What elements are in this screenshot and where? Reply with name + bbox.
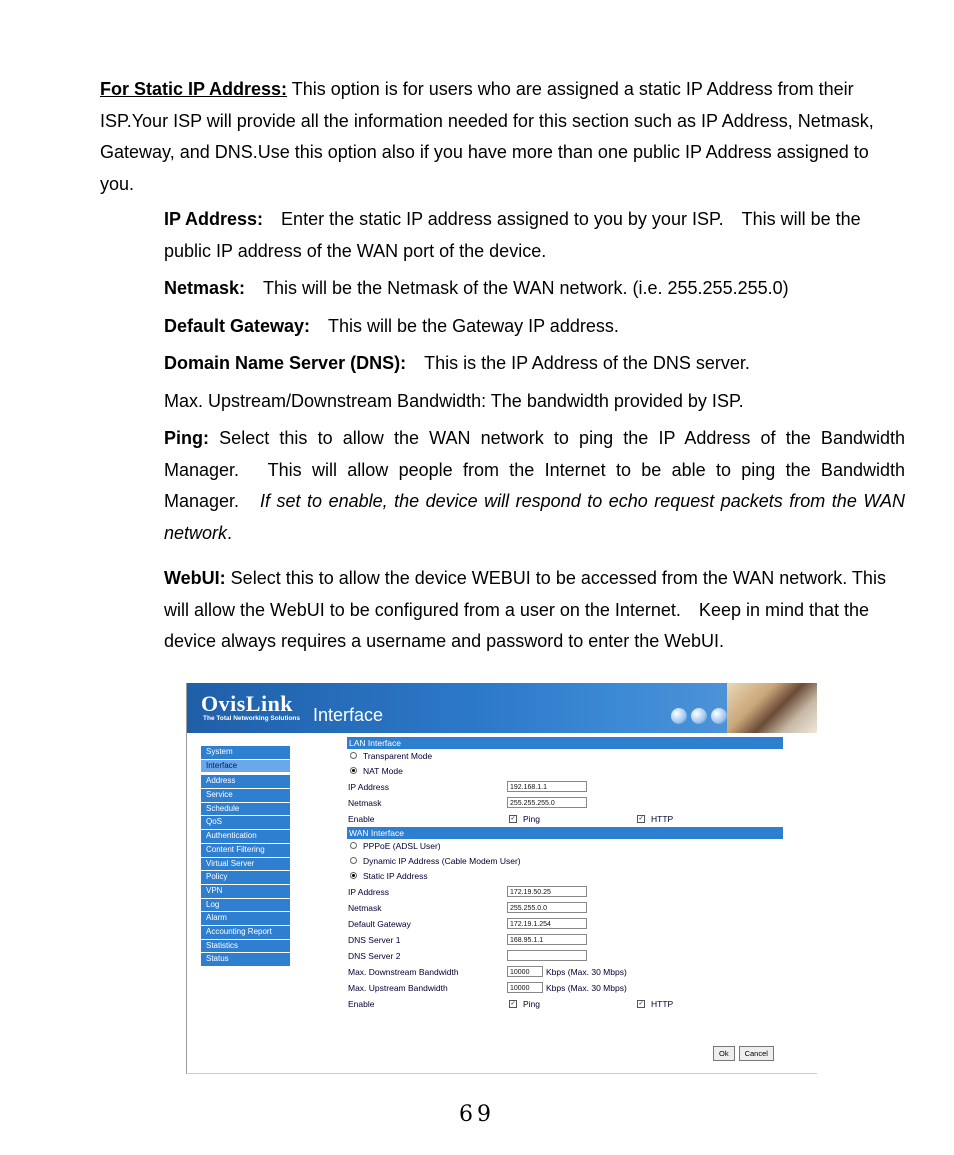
- sidebar-item-address[interactable]: Address: [201, 775, 290, 788]
- ok-button[interactable]: Ok: [713, 1046, 735, 1061]
- intro-body: This option is for users who are assigned a static IP Address from their ISP.Your ISP will provide all the information needed for this section such as IP Address, Netmask, Gateway, and DNS.Use this option also if you have more than one public IP Address assigned to you.: [100, 79, 874, 194]
- wan-gateway-row: [347, 916, 783, 932]
- field-label: Netmask: [348, 798, 382, 808]
- wan-pppoe-option[interactable]: [347, 839, 783, 854]
- checkbox-checked-icon[interactable]: ✓: [638, 815, 644, 822]
- sidebar-item-status[interactable]: Status: [201, 953, 290, 966]
- lan-http-checkbox[interactable]: [637, 811, 673, 827]
- field-label: Max. Downstream Bandwidth: [348, 967, 459, 977]
- gateway-label: Default Gateway:: [164, 315, 311, 336]
- ping-label: Ping:: [164, 428, 209, 448]
- dns-label: Domain Name Server (DNS):: [164, 353, 407, 373]
- wan-gateway-input[interactable]: 172.19.1.254: [507, 918, 587, 929]
- unit-label: Kbps (Max. 30 Mbps): [546, 983, 627, 993]
- field-label: Netmask: [348, 903, 382, 913]
- radio-icon[interactable]: [350, 752, 357, 759]
- ip-address-label: IP Address:: [164, 209, 264, 229]
- ping-item: [164, 423, 905, 549]
- field-label: DNS Server 2: [348, 951, 401, 961]
- lan-ip-row: [347, 779, 783, 795]
- webui-item: [164, 563, 905, 658]
- dns-text: This is the IP Address of the DNS server.: [406, 353, 750, 373]
- wan-upstream-input[interactable]: 10000: [507, 982, 543, 993]
- wan-enable-row: [347, 996, 783, 1012]
- sidebar-item-qos[interactable]: QoS: [201, 816, 290, 829]
- radio-icon[interactable]: [350, 842, 357, 849]
- globe-icon: [671, 708, 687, 724]
- netmask-label: Netmask:: [164, 278, 246, 298]
- intro-paragraph: [100, 74, 905, 200]
- checkbox-checked-icon[interactable]: ✓: [510, 815, 516, 822]
- wan-netmask-row: [347, 900, 783, 916]
- option-label: Transparent Mode: [363, 751, 433, 761]
- option-label: Dynamic IP Address (Cable Modem User): [363, 856, 521, 866]
- sidebar-item-system[interactable]: System: [201, 746, 290, 759]
- lan-ping-checkbox[interactable]: [509, 811, 540, 827]
- sidebar-item-authentication[interactable]: Authentication: [201, 830, 290, 843]
- sidebar-item-log[interactable]: Log: [201, 899, 290, 912]
- ip-address-text: Enter the static IP address assigned to you by your ISP. This will be the public IP address of the WAN port of the device.: [164, 209, 861, 261]
- intro-heading: For Static IP Address:: [100, 79, 288, 99]
- wan-ip-input[interactable]: 172.19.50.25: [507, 886, 587, 897]
- globe-icon: [711, 708, 727, 724]
- document-body: [100, 74, 905, 664]
- webui-text: Select this to allow the device WEBUI to be accessed from the WAN network. This will allow the WebUI to be configured from a user on the Internet. Keep in mind that the device always requires a username and password to enter the WebUI.: [164, 568, 886, 651]
- bandwidth-item: Max. Upstream/Downstream Bandwidth: The bandwidth provided by ISP.: [164, 390, 744, 411]
- radio-icon[interactable]: [350, 857, 357, 864]
- option-label: NAT Mode: [363, 766, 403, 776]
- field-label: Enable: [348, 814, 375, 824]
- wan-section-header: WAN Interface: [347, 827, 783, 839]
- sidebar-item-interface[interactable]: Interface: [201, 760, 290, 773]
- sidebar-item-schedule[interactable]: Schedule: [201, 803, 290, 816]
- radio-selected-icon[interactable]: [350, 872, 357, 879]
- checkbox-label: Ping: [523, 999, 541, 1009]
- interface-screenshot: [186, 683, 817, 1074]
- checkbox-label: HTTP: [651, 999, 674, 1009]
- checkbox-label: Ping: [523, 814, 541, 824]
- wan-dns2-row: [347, 948, 783, 964]
- lan-section-header: LAN Interface: [347, 737, 783, 749]
- logo-tagline: The Total Networking Solutions: [203, 715, 301, 722]
- wan-http-checkbox[interactable]: [637, 996, 673, 1012]
- lan-ip-input[interactable]: 192.168.1.1: [507, 781, 587, 792]
- gateway-text: This will be the Gateway IP address.: [310, 315, 619, 336]
- checkbox-checked-icon[interactable]: ✓: [510, 1000, 516, 1007]
- sidebar-item-vpn[interactable]: VPN: [201, 885, 290, 898]
- wan-dynamic-option[interactable]: [347, 854, 783, 869]
- dns-item: [164, 348, 905, 380]
- field-label: Max. Upstream Bandwidth: [348, 983, 448, 993]
- lan-netmask-row: [347, 795, 783, 811]
- unit-label: Kbps (Max. 30 Mbps): [546, 967, 627, 977]
- page-number: 69: [459, 1102, 495, 1127]
- checkbox-label: HTTP: [651, 814, 674, 824]
- sidebar-item-accounting-report[interactable]: Accounting Report: [201, 926, 290, 939]
- field-label: IP Address: [348, 782, 389, 792]
- option-label: PPPoE (ADSL User): [363, 841, 441, 851]
- sidebar-item-policy[interactable]: Policy: [201, 871, 290, 884]
- field-label: IP Address: [348, 887, 389, 897]
- wan-downstream-input[interactable]: 10000: [507, 966, 543, 977]
- ping-text: Select this to allow the WAN network to ping the IP Address of the Bandwidth Manager. This will allow people from the Internet to be able to ping the Bandwidth Manager.: [164, 428, 905, 511]
- wan-netmask-input[interactable]: 255.255.0.0: [507, 902, 587, 913]
- radio-selected-icon[interactable]: [350, 767, 357, 774]
- lan-netmask-input[interactable]: 255.255.255.0: [507, 797, 587, 808]
- cancel-button[interactable]: Cancel: [739, 1046, 774, 1061]
- lan-enable-row: [347, 811, 783, 827]
- option-label: Static IP Address: [363, 871, 428, 881]
- ping-end: .: [227, 522, 233, 543]
- page-title: Interface: [313, 705, 384, 725]
- ip-address-item: [164, 204, 905, 267]
- header-banner: [187, 683, 817, 733]
- wan-dns1-input[interactable]: 168.95.1.1: [507, 934, 587, 945]
- wan-downstream-row: [347, 964, 783, 980]
- lan-transparent-option[interactable]: [347, 749, 783, 764]
- field-label: Enable: [348, 999, 375, 1009]
- ping-italic-text: If set to enable, the device will respond to echo request packets from the WAN network: [164, 491, 905, 543]
- globe-icons: [671, 708, 727, 724]
- webui-label: WebUI:: [164, 568, 226, 588]
- wan-dns2-input[interactable]: [507, 950, 587, 961]
- wan-upstream-row: [347, 980, 783, 996]
- netmask-item: [164, 273, 905, 305]
- wan-ping-checkbox[interactable]: [509, 996, 540, 1012]
- gateway-item: [164, 311, 905, 343]
- sidebar-item-alarm[interactable]: Alarm: [201, 912, 290, 925]
- wan-static-option[interactable]: [347, 869, 783, 884]
- sidebar-item-content-filtering[interactable]: Content Filtering: [201, 844, 290, 857]
- globe-icon: [691, 708, 707, 724]
- field-label: Default Gateway: [348, 919, 411, 929]
- interface-form: [347, 737, 783, 1012]
- wan-dns1-row: [347, 932, 783, 948]
- ovislink-logo: OvisLink: [201, 691, 294, 716]
- field-label: DNS Server 1: [348, 935, 401, 945]
- sidebar: [201, 746, 290, 967]
- netmask-text: This will be the Netmask of the WAN network. (i.e. 255.255.255.0): [245, 278, 789, 298]
- form-buttons: [713, 1046, 774, 1061]
- checkbox-checked-icon[interactable]: ✓: [638, 1000, 644, 1007]
- header-photo: [727, 683, 817, 733]
- sidebar-item-virtual-server[interactable]: Virtual Server: [201, 858, 290, 871]
- sidebar-item-statistics[interactable]: Statistics: [201, 940, 290, 953]
- wan-ip-row: [347, 884, 783, 900]
- sidebar-item-service[interactable]: Service: [201, 789, 290, 802]
- lan-nat-option[interactable]: [347, 764, 783, 779]
